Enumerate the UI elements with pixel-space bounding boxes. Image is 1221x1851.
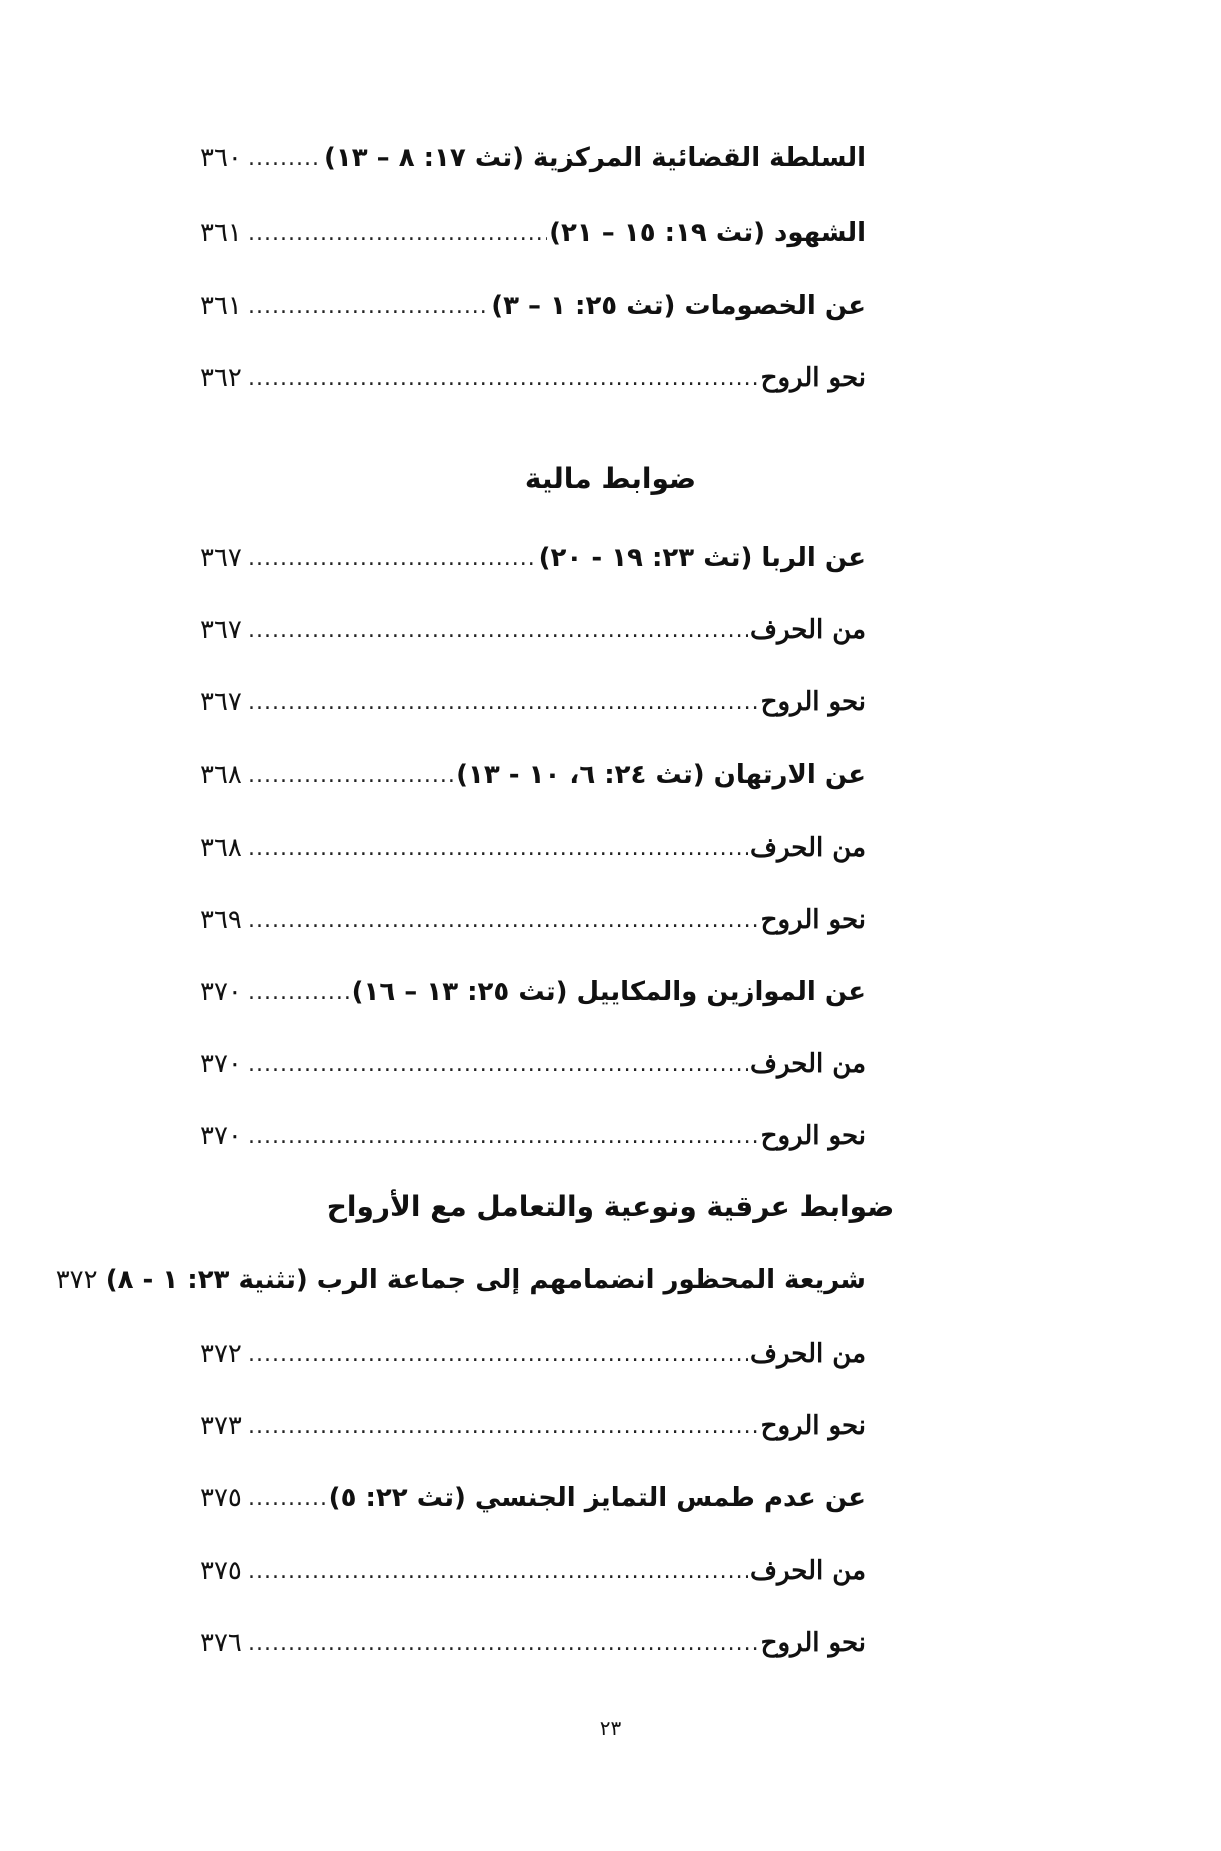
toc-entry [200,130,866,186]
toc-entry-page: ٣٧٥ [200,1483,242,1513]
toc-entry-page: ٣٦٧ [200,615,242,645]
dot-leader [248,908,759,933]
toc-entry-page: ٣٦٨ [200,833,242,863]
toc-entry-title: عن الموازين والمكاييل (تث ٢٥: ١٣ – ١٦) [351,977,866,1007]
page-number: ٢٣ [599,1716,622,1740]
toc-entry [55,1252,866,1308]
toc-entry-title: الشهود (تث ١٩: ١٥ – ٢١) [549,218,866,248]
toc-subentry [200,674,866,730]
toc-subentry-title: نحو الروح [760,363,866,393]
toc-entry [200,278,866,334]
toc-entry [200,747,866,803]
toc-entry-page: ٣٧٣ [200,1411,242,1441]
toc-entry-title: عن الخصومات (تث ٢٥: ١ – ٣) [491,291,866,321]
dot-leader [248,836,748,861]
toc-entry-title: شريعة المحظور انضمامهم إلى جماعة الرب (تثنية ٢٣: ١ - ٨) [105,1265,866,1295]
toc-entry-page: ٣٦٩ [200,905,242,935]
dot-leader [248,1486,327,1511]
toc-subentry-title: نحو الروح [760,687,866,717]
toc-subentry-title: نحو الروح [760,1121,866,1151]
toc-entry-page: ٣٧٦ [200,1628,242,1658]
toc-entry-page: ٣٦٢ [200,363,242,393]
toc-subentry-title: من الحرف [750,1049,866,1079]
toc-subentry [200,1036,866,1092]
toc-subentry-title: من الحرف [750,1339,866,1369]
section-heading: ضوابط مالية [524,462,697,495]
toc-entry-page: ٣٦٧ [200,543,242,573]
toc-subentry [200,892,866,948]
toc-entry-page: ٣٧٠ [200,1049,242,1079]
dot-leader [248,294,489,319]
dot-leader [248,618,748,643]
toc-entry [200,530,866,586]
toc-subentry [200,1326,866,1382]
toc-subentry [200,602,866,658]
dot-leader [248,366,759,391]
toc-entry-page: ٣٦٨ [200,760,242,790]
toc-entry-page: ٣٦٧ [200,687,242,717]
dot-leader [248,1052,748,1077]
section-heading: ضوابط عرقية ونوعية والتعامل مع الأرواح [326,1190,895,1223]
toc-entry-page: ٣٧٠ [200,1121,242,1151]
dot-leader [248,1631,759,1656]
toc-entry-title: عن الربا (تث ٢٣: ١٩ - ٢٠) [538,543,866,573]
toc-subentry-title: من الحرف [750,615,866,645]
toc-subentry [200,1108,866,1164]
toc-subentry [200,1615,866,1671]
toc-entry [200,1470,866,1526]
dot-leader [248,1414,759,1439]
toc-entry [200,205,866,261]
toc-subentry [200,350,866,406]
dot-leader [248,1342,748,1367]
toc-subentry-title: من الحرف [750,833,866,863]
toc-subentry-title: نحو الروح [760,1628,866,1658]
dot-leader [248,221,547,246]
toc-subentry-title: نحو الروح [760,1411,866,1441]
dot-leader [248,146,322,171]
toc-entry-title: السلطة القضائية المركزية (تث ١٧: ٨ – ١٣) [323,143,866,173]
toc-entry-title: عن عدم طمس التمايز الجنسي (تث ٢٢: ٥) [328,1483,866,1513]
toc-entry-title: عن الارتهان (تث ٢٤: ٦، ١٠ - ١٣) [456,760,866,790]
toc-entry-page: ٣٧٥ [200,1556,242,1586]
toc-entry-page: ٣٦١ [200,291,242,321]
dot-leader [248,980,350,1005]
toc-subentry [200,820,866,876]
dot-leader [248,546,537,571]
toc-subentry-title: من الحرف [750,1556,866,1586]
toc-entry-page: ٣٧٢ [55,1265,98,1295]
toc-entry [200,964,866,1020]
dot-leader [248,763,454,788]
dot-leader [248,690,759,715]
dot-leader [248,1559,748,1584]
toc-subentry [200,1398,866,1454]
toc-entry-page: ٣٧٢ [200,1339,242,1369]
toc-entry-page: ٣٦١ [200,218,242,248]
toc-subentry-title: نحو الروح [760,905,866,935]
toc-entry-page: ٣٧٠ [200,977,242,1007]
toc-subentry [200,1543,866,1599]
toc-entry-page: ٣٦٠ [200,143,242,173]
dot-leader [248,1124,759,1149]
